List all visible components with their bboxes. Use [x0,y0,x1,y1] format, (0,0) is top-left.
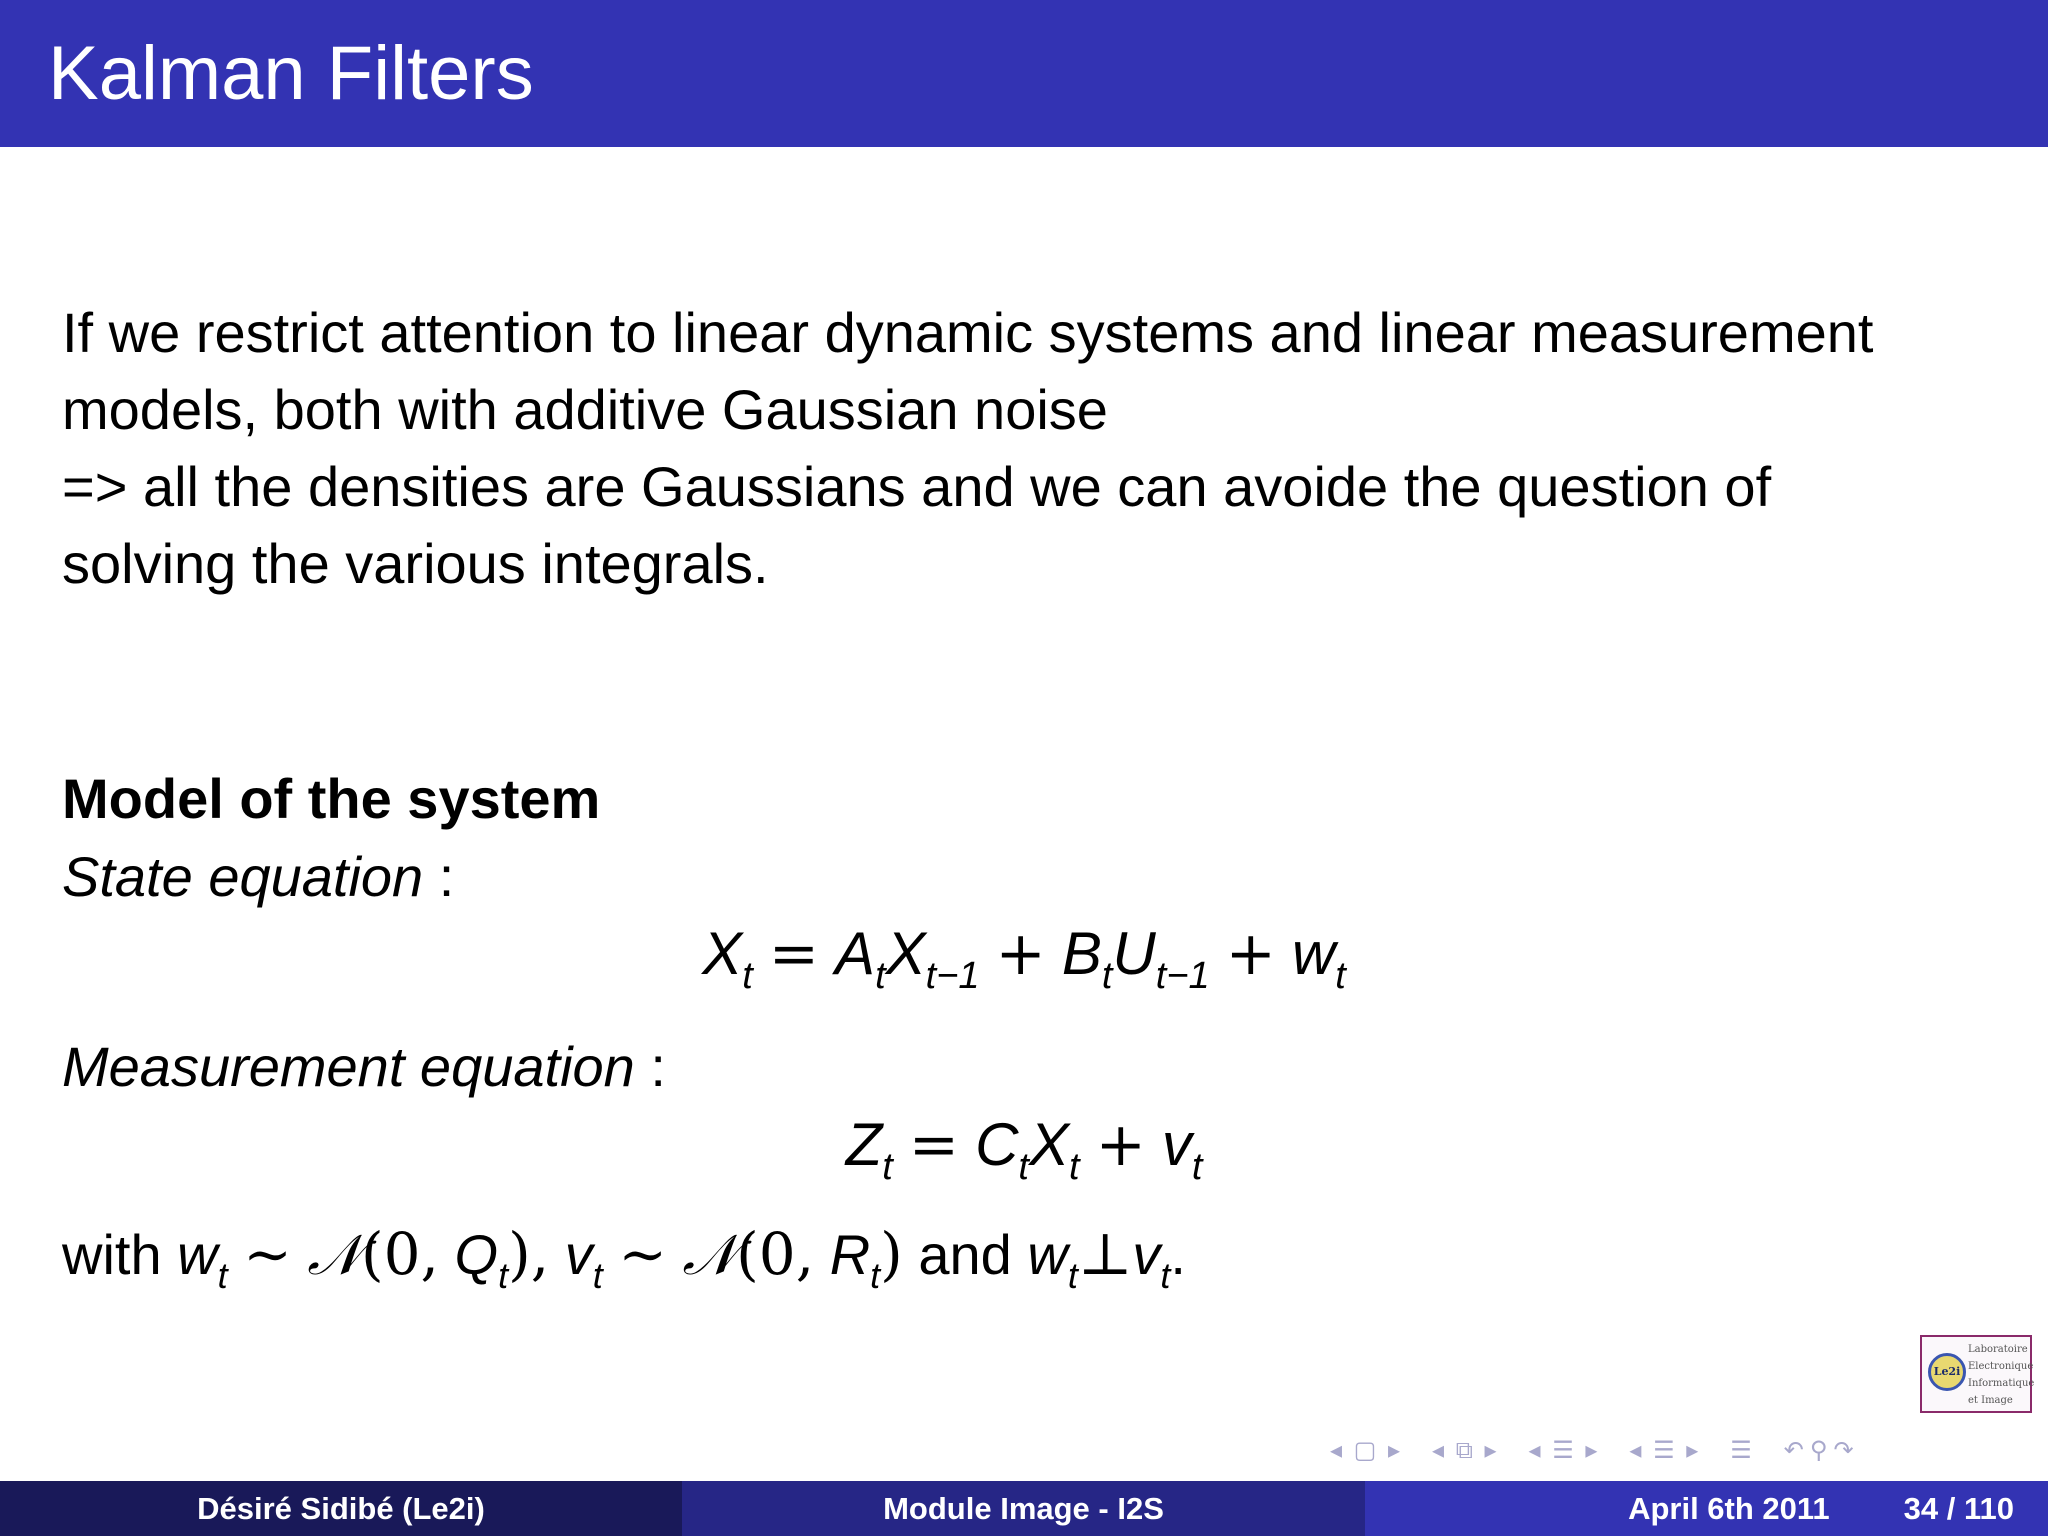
slide-title: Kalman Filters [48,31,534,116]
paragraph-line: => all the densities are Gaussians and we can avoide the question of [62,455,1772,518]
measurement-equation-label-text: Measurement equation [62,1035,635,1098]
footer-author: Désiré Sidibé (Le2i) [0,1481,682,1536]
logo-badge: Le2i [1928,1353,1966,1391]
section-heading: Model of the system [62,767,601,830]
subsection-nav-icon[interactable]: ◂ ⧉ ▸ [1432,1436,1499,1464]
toc-nav-icon[interactable]: ◂ ☰ ▸ [1629,1436,1701,1464]
colon: : [634,1035,666,1098]
measurement-equation: $Z_t = C_tX_t + v_t$ [845,1110,1203,1188]
noise-conditions: with $w_t$ ∼ 𝒩(0, $Q_t$), $v_t$ ∼ 𝒩(0, $R_t$) and $w_t\perp v_t$. [62,1220,1186,1296]
footer [0,1481,2048,1536]
state-equation: $X_t = A_tX_{t-1} + B_tU_{t-1} + w_t$ [702,919,1346,997]
intro-paragraph [62,294,2022,602]
le2i-logo [1920,1335,2035,1413]
search-icon[interactable]: ⚲ [1809,1436,1828,1464]
measurement-equation-label [62,1028,666,1105]
paragraph-line: solving the various integrals. [62,532,769,595]
paragraph-line: models, both with additive Gaussian noise [62,378,1108,441]
logo-text: Laboratoire Electronique Informatique et Image [1968,1344,2035,1406]
beamer-navigation [1330,1434,2030,1466]
undo-icon[interactable]: ↶ [1783,1436,1804,1464]
frame-nav-icon[interactable]: ◂ ▢ ▸ [1330,1436,1403,1464]
align-icon[interactable]: ☰ [1730,1436,1754,1464]
paragraph-line: If we restrict attention to linear dynamic systems and linear measurement [62,301,1874,364]
footer-course: Module Image - I2S [682,1481,1365,1536]
title-bar [0,0,2048,147]
section-nav-icon[interactable]: ◂ ☰ ▸ [1528,1436,1600,1464]
state-equation-label-text: State equation [62,845,424,908]
state-equation-label [62,838,454,915]
with-word: with [62,1223,162,1286]
colon: : [423,845,455,908]
page-number: 34 / 110 [1903,1490,2014,1526]
redo-icon[interactable]: ↷ [1833,1436,1854,1464]
and-word: and [918,1223,1012,1286]
footer-info [1365,1481,2048,1536]
footer-date: April 6th 2011 [1628,1490,1830,1526]
